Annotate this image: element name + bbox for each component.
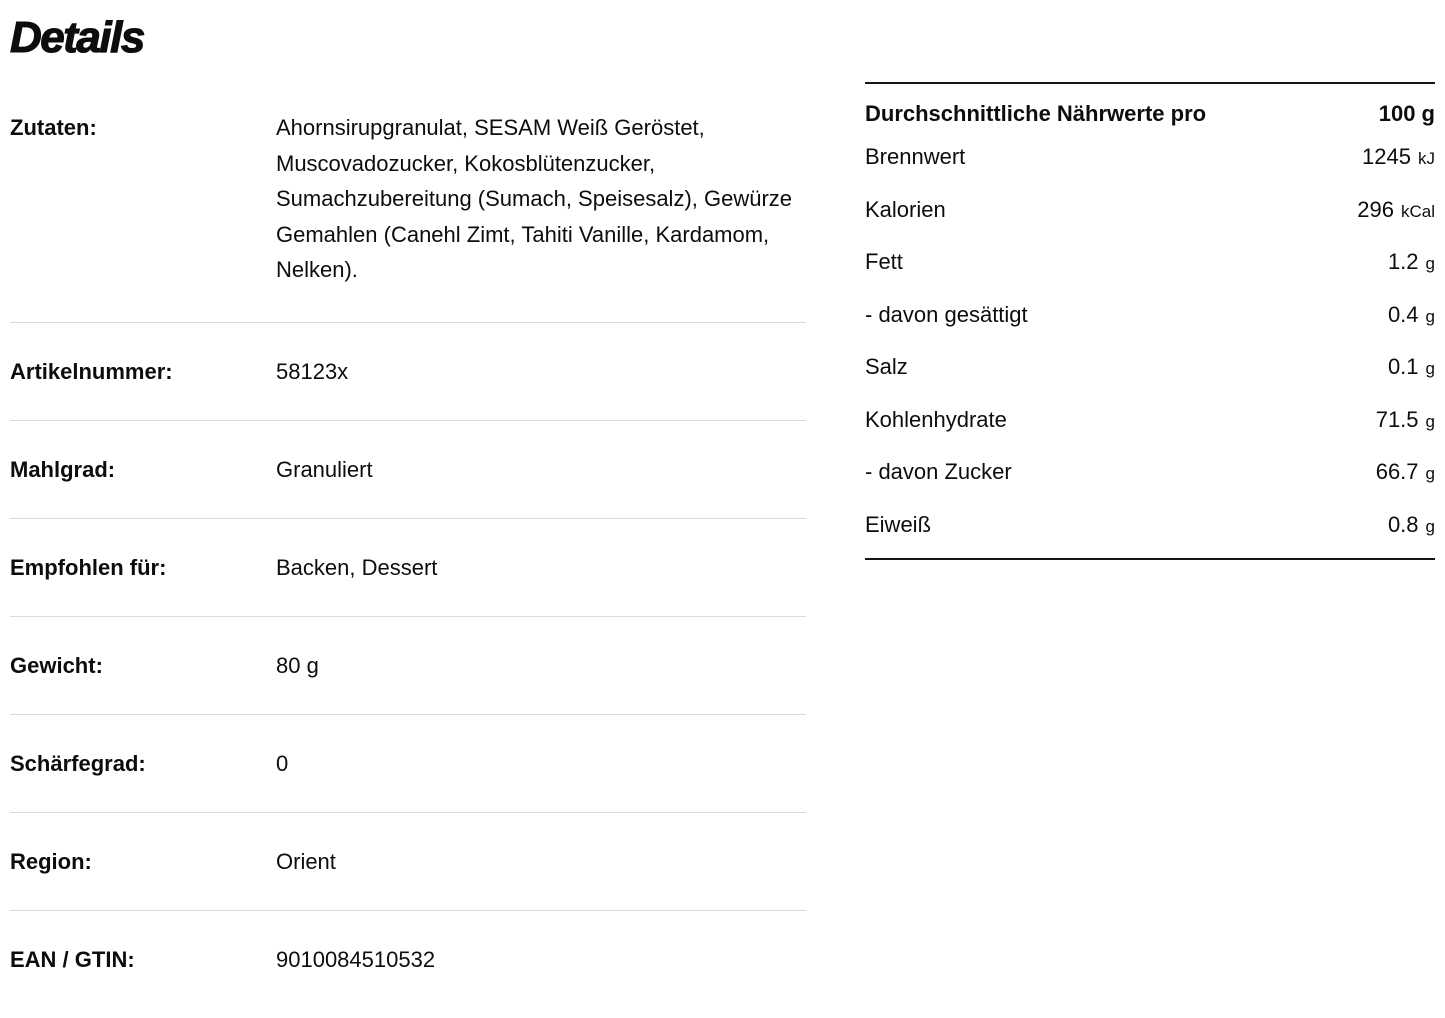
nutrition-row	[865, 341, 1435, 394]
nutrition-row	[865, 184, 1435, 237]
details-row	[10, 714, 806, 812]
details-row-label: Mahlgrad:	[10, 456, 116, 482]
nutrition-row-value	[1376, 459, 1435, 487]
nutrition-row	[865, 499, 1435, 552]
nutrition-row-label: Brennwert	[865, 144, 966, 169]
nutrition-row-label: Eiweiß	[865, 511, 932, 537]
details-row-label: Zutaten:	[10, 115, 97, 140]
nutrition-row-unit: g	[1425, 306, 1435, 326]
details-row-value: Orient	[276, 848, 336, 874]
details-row-label: Empfohlen für:	[10, 554, 167, 580]
nutrition-row-amount: 1245	[1362, 144, 1411, 169]
nutrition-row	[865, 289, 1435, 342]
details-row	[10, 92, 806, 322]
details-row-label: Artikelnummer:	[10, 358, 173, 384]
nutrition-row-value	[1357, 197, 1435, 225]
details-row	[10, 616, 806, 714]
details-row-value: 58123x	[276, 358, 349, 384]
nutrition-row-unit: g	[1425, 359, 1435, 378]
nutrition-row	[865, 131, 1435, 184]
details-row-value: Backen, Dessert	[276, 554, 438, 580]
details-row-label: EAN / GTIN:	[10, 946, 135, 972]
details-row	[10, 518, 806, 616]
details-row-value: 0	[276, 750, 289, 776]
nutrition-row-label: Kalorien	[865, 196, 946, 222]
nutrition-row-amount: 1.2	[1387, 249, 1419, 274]
nutrition-row-unit: kJ	[1418, 149, 1435, 168]
details-row-label: Schärfegrad:	[10, 750, 146, 776]
details-row-value: Ahornsirupgranulat, SESAM Weiß Geröstet, Muscovadozucker, Kokosblütenzucker, Sumachzubereitung (Sumach, Speisesalz), Gewürze Gemahlen (Canehl Zimt, Tahiti Vanille, Kardamom, Nelken).	[276, 115, 793, 282]
nutrition-row-label: - davon gesättigt	[865, 301, 1028, 327]
details-table	[10, 92, 806, 1008]
nutrition-row-amount: 0.8	[1387, 511, 1419, 537]
nutrition-row-value	[1388, 512, 1435, 540]
nutrition-row-unit: g	[1425, 516, 1435, 536]
nutrition-row-amount: 66.7	[1375, 459, 1419, 484]
nutrition-rows	[865, 131, 1435, 551]
nutrition-row	[865, 394, 1435, 447]
nutrition-row-label: Salz	[865, 354, 908, 379]
details-row-value: 9010084510532	[276, 946, 436, 972]
nutrition-row-amount: 0.1	[1387, 354, 1419, 379]
nutrition-row-label: Fett	[865, 249, 903, 274]
nutrition-row-unit: g	[1425, 254, 1435, 273]
nutrition-row-value	[1388, 249, 1435, 277]
nutrition-row-value	[1388, 302, 1435, 330]
details-row	[10, 812, 806, 910]
nutrition-row-unit: g	[1425, 464, 1435, 483]
nutrition-row-unit: kCal	[1400, 201, 1435, 221]
details-row-label: Gewicht:	[10, 652, 103, 678]
nutrition-row-value	[1362, 144, 1435, 172]
nutrition-header-label: Durchschnittliche Nährwerte pro	[865, 101, 1207, 126]
details-row	[10, 420, 806, 518]
nutrition-row-value	[1388, 354, 1435, 382]
nutrition-header-value: 100 g	[1378, 101, 1435, 126]
nutrition-row	[865, 236, 1435, 289]
details-row-value: 80 g	[276, 652, 319, 678]
details-row	[10, 910, 806, 1008]
details-row	[10, 322, 806, 420]
nutrition-row-amount: 71.5	[1375, 406, 1419, 432]
nutrition-row-amount: 0.4	[1387, 301, 1419, 327]
nutrition-row-amount: 296	[1357, 196, 1394, 222]
nutrition-table	[865, 82, 1435, 560]
nutrition-table-header	[865, 84, 1435, 131]
nutrition-row-unit: g	[1425, 411, 1435, 431]
details-row-value: Granuliert	[276, 456, 373, 482]
details-row-label: Region:	[10, 848, 92, 874]
page-title: Details	[10, 13, 144, 62]
nutrition-row	[865, 446, 1435, 499]
nutrition-row-label: - davon Zucker	[865, 459, 1012, 484]
nutrition-row-value	[1376, 407, 1435, 435]
nutrition-row-label: Kohlenhydrate	[865, 406, 1007, 432]
